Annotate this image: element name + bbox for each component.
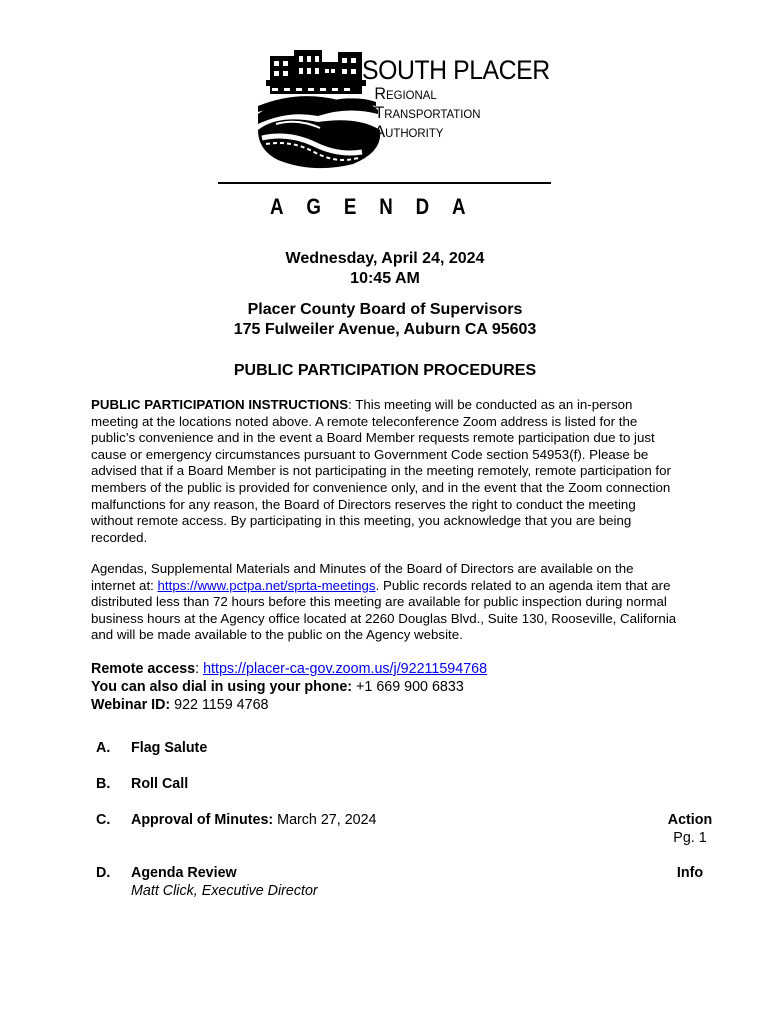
agenda-letter: E	[343, 194, 357, 219]
item-action-block	[655, 864, 725, 882]
materials-text-after: . Public records related to an agenda item that are distributed less than 72 hours before this meeting are available for public inspection during normal business hours at the Agency office located at 2260 Douglas Blvd., Suite 130, Rooseville, California and will be made available to the public on the Agency website.	[91, 577, 677, 643]
item-letter: B.	[96, 776, 111, 792]
logo-wordmark	[362, 56, 562, 141]
materials-text-before: Agendas, Supplemental Materials and Minutes of the Board of Directors are available on the internet at:	[91, 561, 634, 593]
remote-access-block	[91, 660, 691, 714]
meeting-date: Wednesday, April 24, 2024	[285, 250, 485, 267]
instructions-paragraph	[91, 397, 681, 546]
item-presenter: Matt Click, Executive Director	[131, 883, 318, 899]
item-title-text: Approval of Minutes:	[131, 812, 274, 828]
item-title: Flag Salute	[131, 740, 208, 756]
item-value: March 27, 2024	[273, 812, 377, 828]
webinar-value: 922 1159 4768	[170, 697, 269, 713]
agenda-letter: A	[451, 194, 466, 219]
logo-line-south-placer: SOUTH PLACER	[362, 55, 550, 85]
procedures-heading: PUBLIC PARTICIPATION PROCEDURES	[233, 362, 537, 379]
instructions-text: : This meeting will be conducted as an in-person meeting at the locations noted above. A remote teleconference Zoom address is listed for the public’s convenience and in the event a Board Member requests remote participation due to just cause or emergency circumstances pursuant to Government Code section 54953(f). Please be advised that if a Board Member is not participating in the meeting remotely, remote participation for members of the public is provided for convenience only, and in the event that the Zoom connection malfunctions for any reason, the Board of Directors reserves the right to conduct the meeting without remote access. By participating in this meeting, you acknowledge that you are being recorded.	[91, 397, 671, 545]
agenda-letter: G	[306, 194, 321, 219]
item-action-block	[655, 811, 725, 847]
agenda-letter: A	[270, 194, 284, 219]
instructions-label: PUBLIC PARTICIPATION INSTRUCTIONS	[91, 397, 349, 412]
meeting-address: 175 Fulweiler Avenue, Auburn CA 95603	[233, 321, 537, 338]
item-title: Roll Call	[131, 776, 189, 792]
item-letter: D.	[96, 865, 111, 881]
item-letter: C.	[96, 812, 111, 828]
agenda-letter: N	[379, 194, 393, 219]
phone-line	[91, 678, 691, 696]
logo-line-authority: Authority	[374, 122, 444, 141]
agenda-letter: D	[415, 194, 430, 219]
item-action: Action	[667, 812, 713, 828]
webinar-label: Webinar ID:	[91, 697, 171, 713]
logo-line-regional: Regional	[374, 84, 437, 103]
item-page: Pg. 1	[673, 830, 707, 846]
item-action: Info	[676, 865, 704, 881]
meetings-link[interactable]: https://www.pctpa.net/sprta-meetings	[157, 577, 376, 593]
materials-paragraph	[91, 561, 681, 644]
item-title: Agenda Review	[131, 865, 237, 881]
buildings-graphic	[266, 50, 366, 94]
meeting-location-name: Placer County Board of Supervisors	[247, 301, 523, 318]
phone-value: +1 669 900 6833	[352, 679, 464, 695]
remote-access-sep: :	[195, 661, 204, 677]
webinar-line	[91, 696, 691, 714]
item-title	[131, 811, 377, 829]
phone-label: You can also dial in using your phone:	[91, 679, 353, 695]
agenda-heading	[270, 194, 466, 220]
zoom-link[interactable]: https://placer-ca-gov.zoom.us/j/92211594768	[203, 661, 488, 677]
item-letter: A.	[96, 740, 111, 756]
logo-line-transportation: Transportation	[374, 103, 481, 122]
remote-access-line	[91, 660, 691, 678]
remote-access-label: Remote access	[91, 661, 196, 677]
meeting-time: 10:45 AM	[350, 270, 420, 287]
header-divider	[218, 182, 551, 184]
